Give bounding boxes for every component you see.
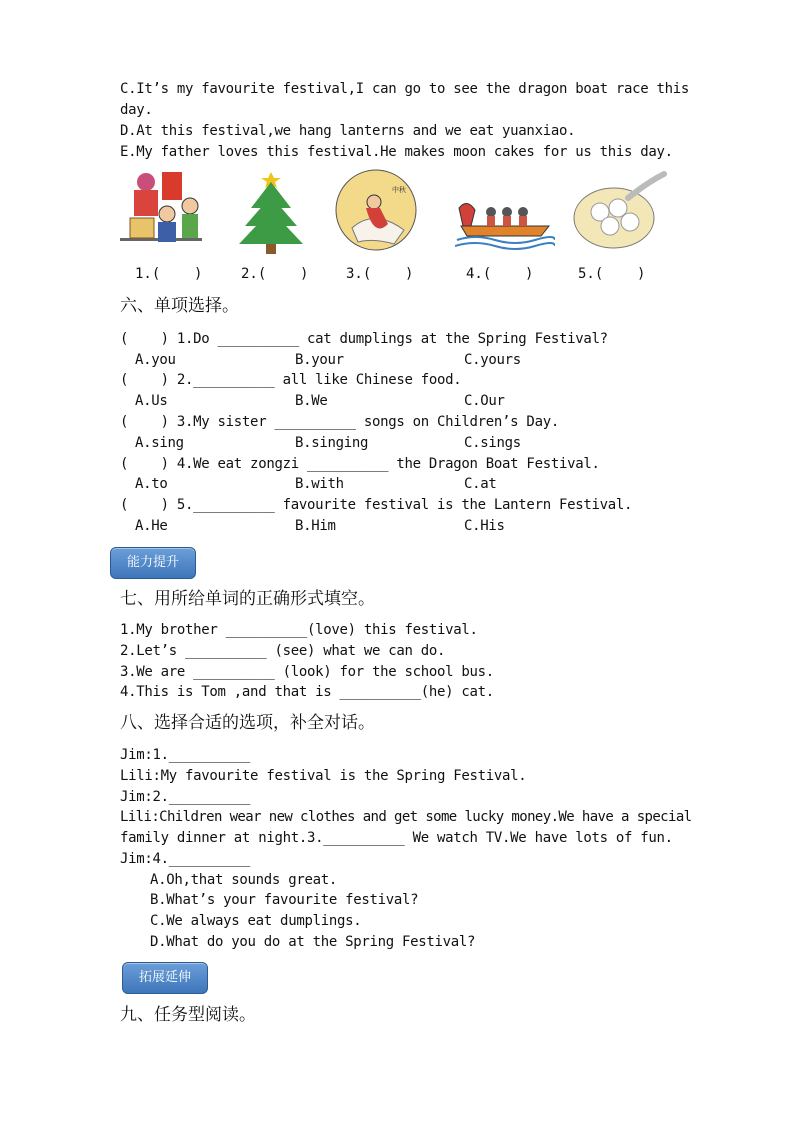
option-c: C.sings [464, 435, 521, 451]
fill-blank-line: 4.This is Tom ,and that is __________(he) cat. [120, 684, 494, 700]
dialogue-line: Jim:2.__________ [120, 789, 251, 805]
dialogue-option: A.Oh,that sounds great. [150, 872, 337, 888]
dialogue-line: Lili:Children wear new clothes and get some lucky money.We have a special [120, 809, 692, 825]
text-line: C.It’s my favourite festival,I can go to see the dragon boat race this [120, 81, 690, 97]
christmas-tree-icon [235, 168, 307, 256]
option-b: B.your [295, 352, 344, 368]
option-a: A.He [135, 518, 168, 534]
mid-autumn-moon-icon [334, 168, 418, 256]
option-c: C.His [464, 518, 505, 534]
question-stem: ( ) 5.__________ favourite festival is the Lantern Festival. [120, 497, 633, 513]
picture-answer-5: 5.( ) [578, 266, 646, 282]
picture-answer-2: 2.( ) [241, 266, 309, 282]
extension-badge: 拓展延伸 [122, 962, 208, 994]
couplets-picture-icon [120, 168, 202, 256]
option-a: A.to [135, 476, 168, 492]
dialogue-option: D.What do you do at the Spring Festival? [150, 934, 476, 950]
picture-answer-1: 1.( ) [135, 266, 203, 282]
svg-text:中秋: 中秋 [392, 186, 406, 194]
question-stem: ( ) 3.My sister __________ songs on Children’s Day. [120, 414, 559, 430]
ability-improvement-badge: 能力提升 [110, 547, 196, 579]
dialogue-line: Jim:4.__________ [120, 851, 251, 867]
option-a: A.you [135, 352, 176, 368]
option-a: A.sing [135, 435, 184, 451]
picture-answer-3: 3.( ) [346, 266, 414, 282]
question-stem: ( ) 4.We eat zongzi __________ the Dragon Boat Festival. [120, 456, 600, 472]
yuanxiao-bowl-icon [570, 168, 668, 256]
option-c: C.Our [464, 393, 505, 409]
option-c: C.at [464, 476, 497, 492]
dialogue-line: Jim:1.__________ [120, 747, 251, 763]
option-b: B.Him [295, 518, 336, 534]
text-line: D.At this festival,we hang lanterns and we eat yuanxiao. [120, 123, 576, 139]
option-b: B.with [295, 476, 344, 492]
option-b: B.We [295, 393, 328, 409]
section-heading: 六、单项选择。 [120, 296, 239, 316]
dragon-boat-icon [455, 168, 555, 256]
option-c: C.yours [464, 352, 521, 368]
dialogue-line: Lili:My favourite festival is the Spring Festival. [120, 768, 527, 784]
option-a: A.Us [135, 393, 168, 409]
question-stem: ( ) 1.Do __________ cat dumplings at the Spring Festival? [120, 331, 608, 347]
text-line: day. [120, 102, 153, 118]
section-heading: 九、任务型阅读。 [120, 1005, 256, 1025]
section-heading: 八、选择合适的选项，补全对话。 [120, 713, 375, 733]
dialogue-line: family dinner at night.3.__________ We watch TV.We have lots of fun. [120, 830, 673, 846]
fill-blank-line: 1.My brother __________(love) this festival. [120, 622, 478, 638]
option-b: B.singing [295, 435, 369, 451]
picture-answer-4: 4.( ) [466, 266, 534, 282]
dialogue-option: B.What’s your favourite festival? [150, 892, 419, 908]
dialogue-option: C.We always eat dumplings. [150, 913, 362, 929]
question-stem: ( ) 2.__________ all like Chinese food. [120, 372, 462, 388]
fill-blank-line: 2.Let’s __________ (see) what we can do. [120, 643, 446, 659]
fill-blank-line: 3.We are __________ (look) for the school bus. [120, 664, 494, 680]
text-line: E.My father loves this festival.He makes moon cakes for us this day. [120, 144, 673, 160]
section-heading: 七、用所给单词的正确形式填空。 [120, 589, 375, 609]
